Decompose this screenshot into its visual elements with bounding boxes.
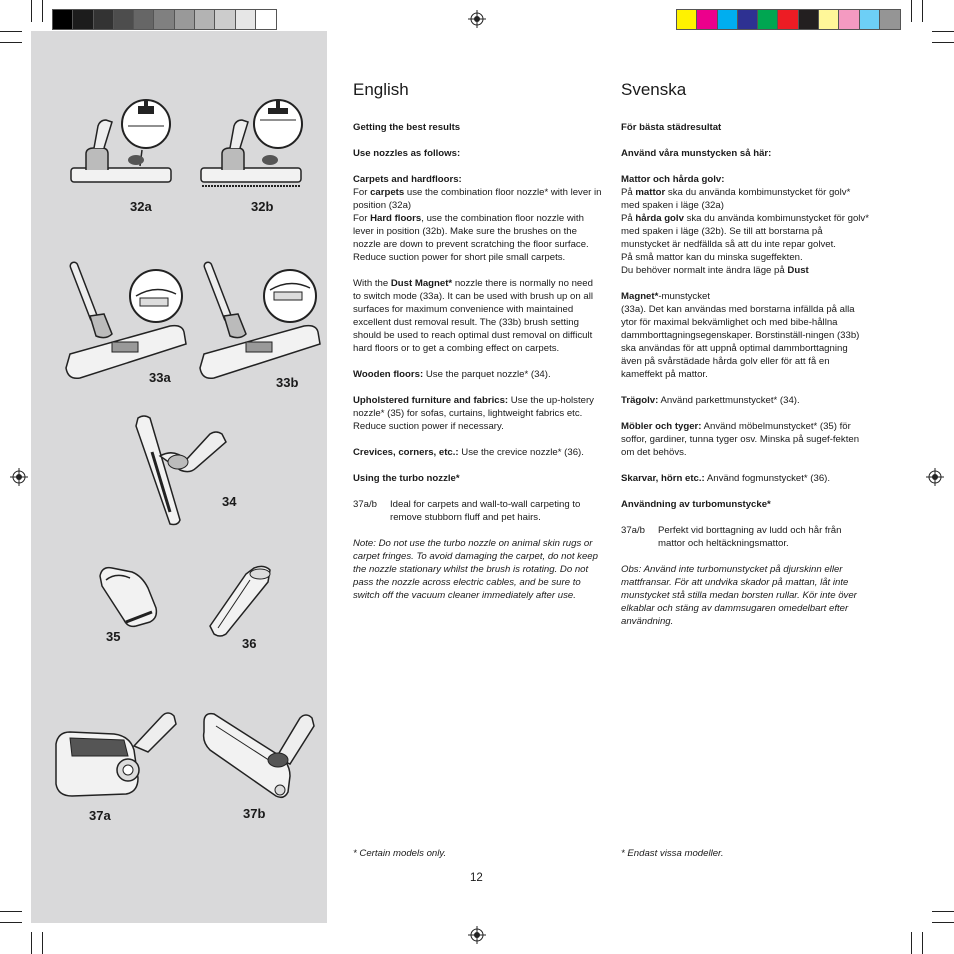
english-carpets-para-2: For Hard floors, use the combination floor nozzle with lever in position (32b). Make sure the brushes on the nozzle are down to prevent scratching the floor surface.	[353, 213, 589, 250]
english-best-results: Getting the best results	[353, 122, 461, 133]
figure-label-32a: 32a	[130, 199, 152, 214]
english-carpets-section	[353, 173, 603, 264]
crop-mark	[922, 932, 923, 954]
figure-label-33a: 33a	[149, 370, 171, 385]
color-swatch	[94, 10, 114, 29]
color-swatch	[256, 10, 276, 29]
page-number: 12	[470, 872, 483, 884]
svenska-use-nozzles: Använd våra munstycken så här:	[621, 148, 772, 159]
dust-magnet-nozzle-illustration-b	[194, 256, 324, 386]
figure-label-33b: 33b	[276, 375, 299, 390]
svenska-upholstery: Möbler och tyger: Använd möbelmunstycket* (35) för soffor, gardiner, tunna tyger osv. Minska på sugef-fekten om det behövs.	[621, 421, 860, 458]
crevice-nozzle-illustration	[206, 564, 274, 638]
crop-mark	[0, 911, 22, 912]
crop-mark	[0, 922, 22, 923]
figure-label-35: 35	[106, 629, 121, 644]
crop-mark	[932, 42, 954, 43]
color-swatch	[839, 10, 859, 29]
grayscale-color-bar	[52, 9, 277, 30]
svenska-crevices: Skarvar, hörn etc.: Använd fogmunstycket* (36).	[621, 473, 831, 484]
color-swatch	[73, 10, 93, 29]
crop-mark	[922, 0, 923, 22]
crop-mark	[911, 0, 912, 22]
color-swatch	[880, 10, 900, 29]
registration-mark-icon	[468, 926, 486, 944]
crop-mark	[0, 31, 22, 32]
svenska-dust-magnet-para: Magnet*-munstycket (33a). Det kan användas med borstarna infällda på alla ytor för maximal bekvämlighet och med bibe-hållna dammborttagningsegenskaper. Borstinställ-ningen (33b) ska användas för att uppnå optimal dammborttagning även på svårstädade hårda golv eller för att få en kameffekt på mattor.	[621, 291, 860, 380]
figure-label-37b: 37b	[243, 806, 266, 821]
parquet-nozzle-illustration	[130, 412, 232, 528]
svenska-carpets-para-4: Du behöver normalt inte ändra läge på Dust	[621, 265, 809, 276]
english-use-nozzles: Use nozzles as follows:	[353, 148, 461, 159]
svenska-carpets-title: Mattor och hårda golv:	[621, 174, 725, 185]
color-swatch	[114, 10, 134, 29]
combination-nozzle-carpet-illustration	[68, 96, 176, 192]
turbo-nozzle-illustration-b	[200, 704, 324, 804]
crop-mark	[911, 932, 912, 954]
english-note: Note: Do not use the turbo nozzle on animal skin rugs or carpet fringes. To avoid damaging the carpet, do not keep the nozzle stationary whilst the brush is rotating. Do not pass the nozzle across electric cables, and be sure to switch off the vacuum cleaner immediately after use.	[353, 538, 598, 601]
svenska-wooden-floors: Trägolv: Använd parkettmunstycket* (34).	[621, 395, 800, 406]
crop-mark	[31, 0, 32, 22]
figure-label-36: 36	[242, 636, 257, 651]
crop-mark	[932, 922, 954, 923]
crop-mark	[0, 42, 22, 43]
english-dust-magnet-para: With the Dust Magnet* nozzle there is normally no need to switch mode (33a). It can be used with brush up on all surfaces for maximum convenience with maintained excellent dust removal result. The (33b) brush setting should be used to reach optimal dust removal on difficult hard floors or to get a combing effect on carpets.	[353, 278, 593, 354]
svenska-carpets-para-3: På små mattor kan du minska sugeffekten.	[621, 252, 803, 263]
english-column	[353, 80, 603, 615]
svenska-best-results: För bästa städresultat	[621, 122, 722, 133]
crop-mark	[42, 0, 43, 22]
svenska-turbo-title: Användning av turbomunstycke*	[621, 499, 771, 510]
english-wooden-floors: Wooden floors: Use the parquet nozzle* (34).	[353, 369, 551, 380]
color-swatch	[697, 10, 717, 29]
english-footnote: * Certain models only.	[353, 848, 447, 859]
color-swatch	[175, 10, 195, 29]
process-color-bar	[676, 9, 901, 30]
english-carpets-para-3: Reduce suction power for short pile small carpets.	[353, 252, 566, 263]
svenska-note: Obs: Använd inte turbomunstycket på djurskinn eller mattfransar. För att undvika skador på mattan, låt inte munstycket stå stilla medan borsten rullar. Kör inte över elkablar och stäng av dammsugaren omedelbart efter användning.	[621, 564, 857, 627]
color-swatch	[799, 10, 819, 29]
registration-mark-icon	[10, 468, 28, 486]
color-swatch	[215, 10, 235, 29]
upholstery-nozzle-illustration	[96, 564, 160, 630]
color-swatch	[154, 10, 174, 29]
english-turbo-row: 37a/b Ideal for carpets and wall-to-wall carpeting to remove stubborn fluff and pet hairs.	[353, 499, 581, 523]
crop-mark	[932, 911, 954, 912]
english-turbo-title: Using the turbo nozzle*	[353, 473, 460, 484]
color-swatch	[718, 10, 738, 29]
color-swatch	[236, 10, 256, 29]
color-swatch	[778, 10, 798, 29]
svenska-footnote: * Endast vissa modeller.	[621, 848, 724, 859]
color-swatch	[53, 10, 73, 29]
svenska-carpets-para-2: På hårda golv ska du använda kombimunstycket för golv* med spaken i läge (32b). Se till att borstarna på munstycket är nedfällda så att du inte repar golvet.	[621, 213, 869, 250]
svenska-carpets-para-1: På mattor ska du använda kombimunstycket för golv* med spaken i läge (32a)	[621, 187, 851, 211]
color-swatch	[738, 10, 758, 29]
english-heading: English	[353, 80, 409, 99]
figure-label-37a: 37a	[89, 808, 111, 823]
figure-label-32b: 32b	[251, 199, 274, 214]
color-swatch	[860, 10, 880, 29]
color-swatch	[134, 10, 154, 29]
crop-mark	[42, 932, 43, 954]
color-swatch	[195, 10, 215, 29]
english-upholstery: Upholstered furniture and fabrics: Use the up-holstery nozzle* (35) for sofas, curtains, lightweight fabrics etc. Reduce suction power if necessary.	[353, 395, 594, 432]
crop-mark	[932, 31, 954, 32]
color-swatch	[819, 10, 839, 29]
english-carpets-para-1: For carpets use the combination floor nozzle* with lever in position (32a)	[353, 187, 602, 211]
registration-mark-icon	[926, 468, 944, 486]
crop-mark	[31, 932, 32, 954]
svenska-column	[621, 80, 871, 641]
combination-nozzle-hardfloor-illustration	[198, 96, 306, 192]
registration-mark-icon	[468, 10, 486, 28]
color-swatch	[758, 10, 778, 29]
svenska-carpets-section	[621, 173, 871, 277]
color-swatch	[677, 10, 697, 29]
english-crevices: Crevices, corners, etc.: Use the crevice nozzle* (36).	[353, 447, 584, 458]
svenska-turbo-row: 37a/b Perfekt vid borttagning av ludd och hår från mattor och heltäckningsmattor.	[621, 525, 842, 549]
dust-magnet-nozzle-illustration-a	[60, 256, 190, 386]
svenska-heading: Svenska	[621, 80, 687, 99]
english-carpets-title: Carpets and hardfloors:	[353, 174, 462, 185]
figure-label-34: 34	[222, 494, 237, 509]
turbo-nozzle-illustration-a	[52, 704, 182, 804]
